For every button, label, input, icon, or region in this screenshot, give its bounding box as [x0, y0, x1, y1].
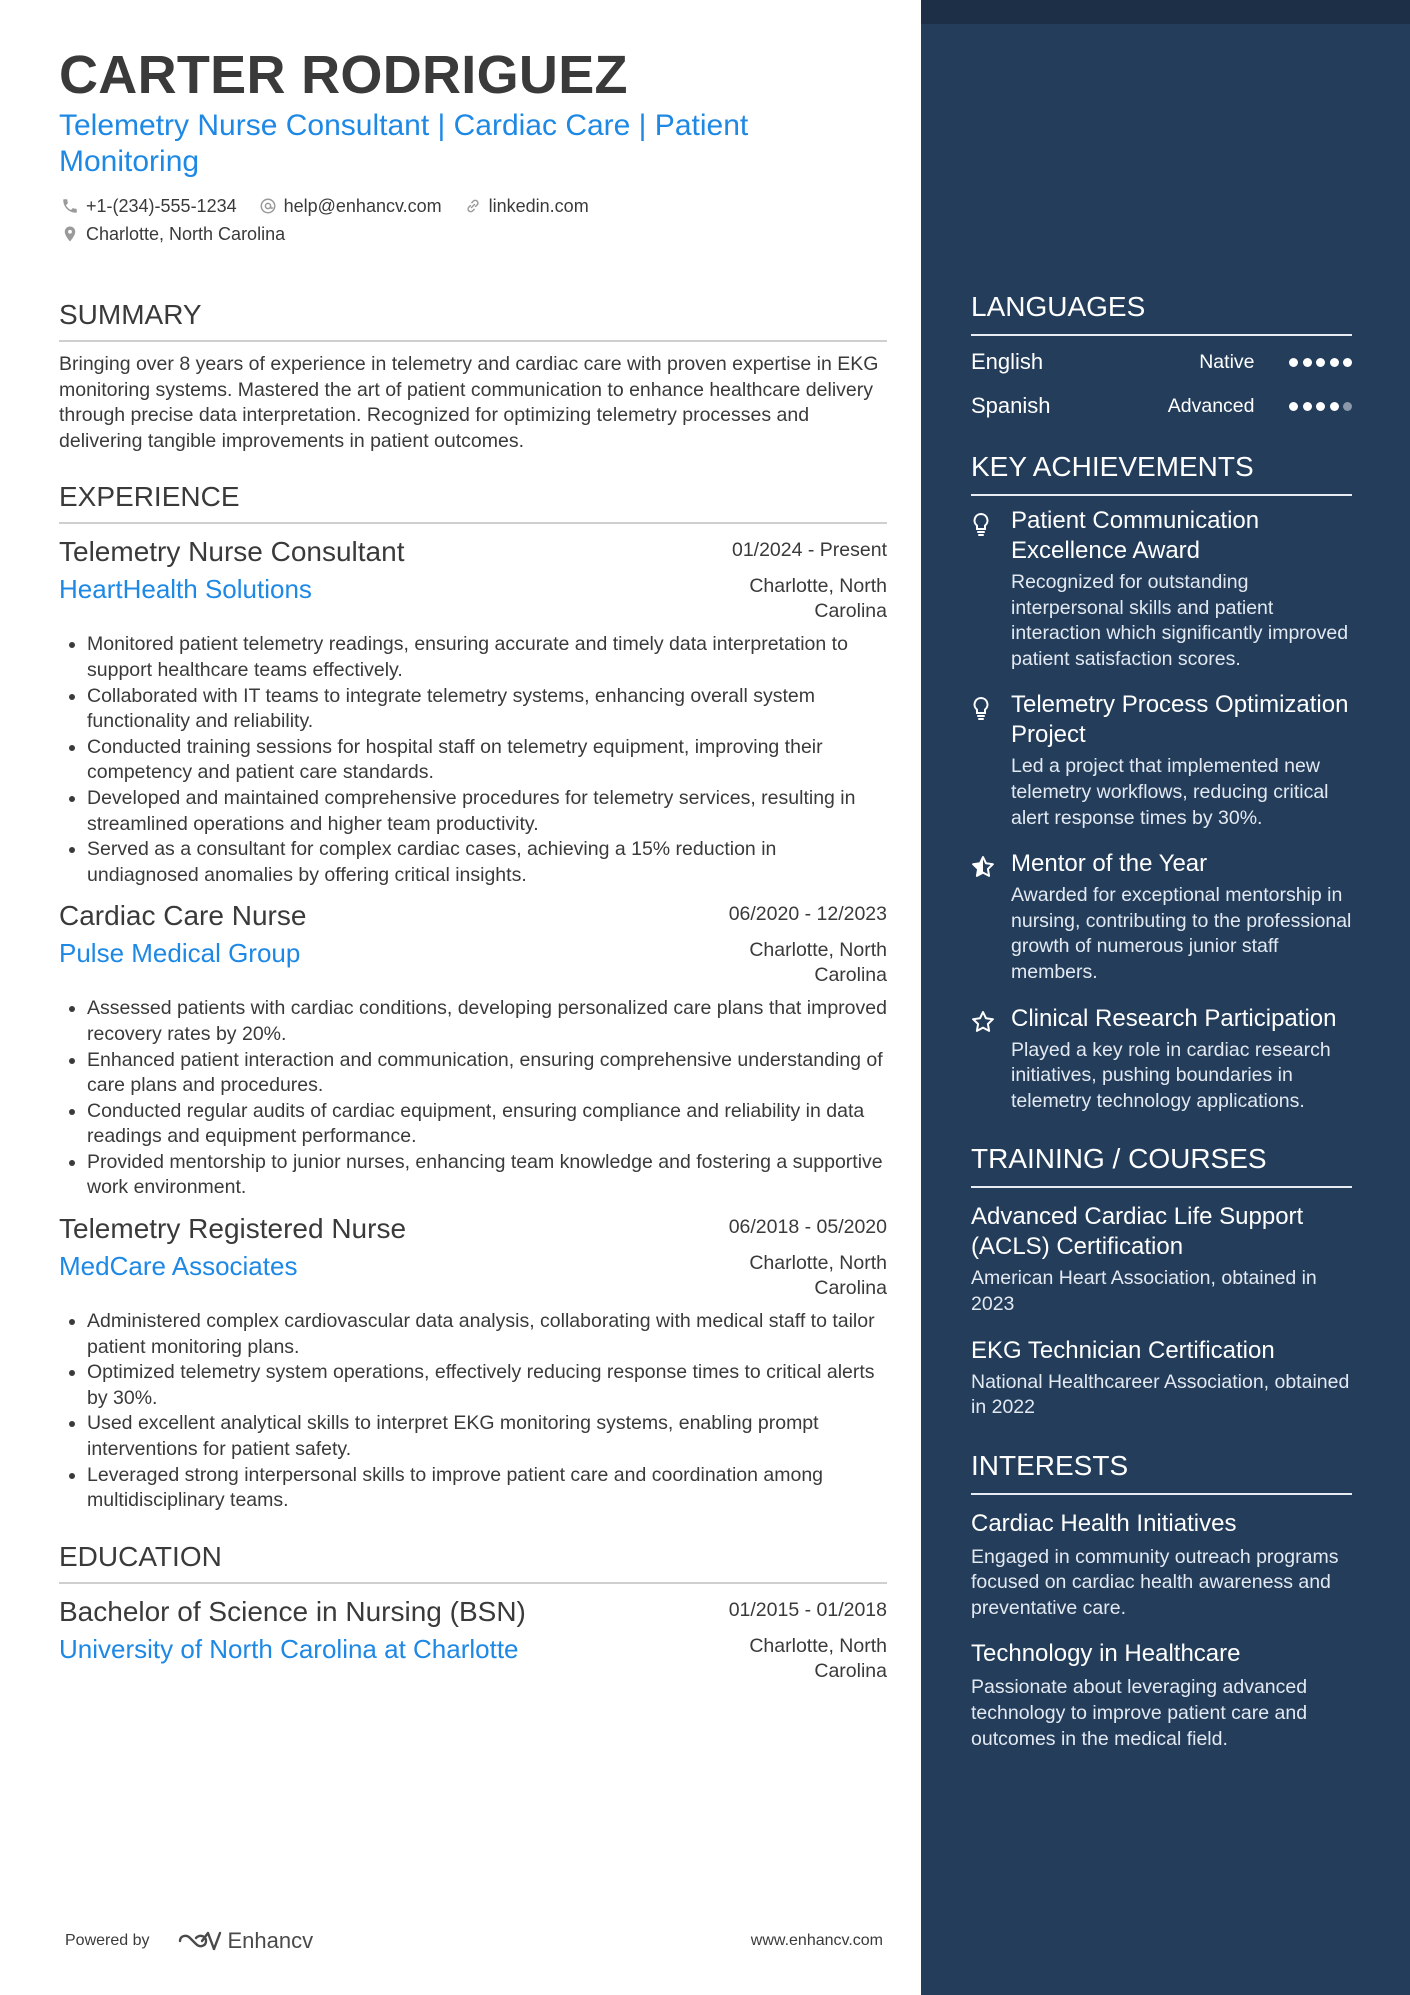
interest-description: Engaged in community outreach programs focused on cardiac health awareness and preventative care. — [971, 1545, 1339, 1619]
bullet-item: • Served as a consultant for complex cardiac cases, achieving a 15% reduction in undiagnosed anomalies by offering critical insights. — [87, 837, 887, 888]
job-entry — [59, 534, 887, 888]
language-level: Advanced — [1167, 394, 1255, 417]
achievement-description: Awarded for exceptional mentorship in nursing, contributing to the professional growth of numerous junior staff members. — [1011, 884, 1352, 983]
rating-dot-filled — [1303, 402, 1312, 411]
bullet-item: • Monitored patient telemetry readings, ensuring accurate and timely data interpretation to support healthcare teams effectively. — [87, 632, 887, 683]
rating-dot-filled — [1330, 402, 1339, 411]
location-text: Charlotte, North Carolina — [86, 223, 286, 244]
job-title: Cardiac Care Nurse — [59, 900, 307, 932]
job-dates: 01/2024 - Present — [731, 539, 887, 562]
achievement-item — [971, 849, 1352, 985]
job-bullets — [59, 632, 887, 888]
rating-dot-filled — [1343, 358, 1352, 367]
contact-info — [59, 192, 887, 248]
achievement-title: Mentor of the Year — [1011, 850, 1208, 878]
job-entry — [59, 898, 887, 1201]
course-description: American Heart Association, obtained in 2023 — [971, 1267, 1317, 1315]
course-item — [971, 1202, 1352, 1317]
achievement-item — [971, 690, 1352, 831]
job-title: Telemetry Registered Nurse — [59, 1213, 407, 1245]
course-description: National Healthcareer Association, obtained in 2022 — [971, 1370, 1350, 1419]
company-name[interactable]: MedCare Associates — [59, 1251, 298, 1282]
course-item — [971, 1336, 1352, 1421]
enhancv-logo-icon — [176, 1929, 222, 1953]
location-contact — [59, 223, 285, 245]
powered-by-label: Powered by — [65, 1932, 150, 1949]
language-item — [971, 340, 1352, 384]
rating-dot-empty — [1343, 402, 1352, 411]
rating-dot-filled — [1289, 402, 1298, 411]
rating-dot-filled — [1316, 402, 1325, 411]
job-location: Charlotte, North Carolina — [749, 575, 887, 623]
email-text: help@enhancv.com — [283, 195, 442, 216]
sidebar — [921, 0, 1410, 1995]
bullet-item: • Conducted regular audits of cardiac equipment, ensuring compliance and reliability in data readings and equipment performance. — [87, 1099, 887, 1150]
link-icon — [462, 195, 484, 217]
job-title: Telemetry Nurse Consultant — [59, 536, 405, 568]
sidebar-content — [971, 290, 1352, 1752]
footer — [65, 1928, 883, 1954]
interest-title: Cardiac Health Initiatives — [971, 1509, 1237, 1537]
linkedin-contact[interactable] — [462, 195, 589, 217]
job-bullets — [59, 996, 887, 1201]
star-half-icon — [971, 849, 1011, 985]
achievement-title: Patient Communication Excellence Award — [1011, 507, 1260, 564]
language-rating — [1285, 402, 1353, 411]
location-pin-icon — [59, 223, 81, 245]
languages-list — [971, 340, 1352, 428]
main-column — [59, 44, 887, 1964]
achievement-item — [971, 1004, 1352, 1115]
job-dates: 06/2018 - 05/2020 — [728, 1216, 887, 1239]
job-entry — [59, 1211, 887, 1514]
rating-dot-filled — [1316, 358, 1325, 367]
language-item — [971, 384, 1352, 428]
education-heading: EDUCATION — [59, 1540, 887, 1584]
candidate-name: CARTER RODRIGUEZ — [59, 45, 628, 105]
interest-description: Passionate about leveraging advanced technology to improve patient care and outcomes in the medical field. — [971, 1676, 1308, 1750]
school-name[interactable]: University of North Carolina at Charlotte — [59, 1633, 519, 1664]
language-name: Spanish — [971, 393, 1051, 418]
rating-dot-filled — [1289, 358, 1298, 367]
education-location: Charlotte, North Carolina — [749, 1634, 887, 1682]
bullet-item: • Developed and maintained comprehensive procedures for telemetry services, resulting in streamlined operations and higher team productivity. — [87, 786, 887, 837]
sidebar-top-band — [921, 0, 1410, 24]
achievement-item — [971, 506, 1352, 672]
bullet-item: • Used excellent analytical skills to interpret EKG monitoring systems, enabling prompt interventions for patient safety. — [87, 1411, 887, 1462]
education-dates: 01/2015 - 01/2018 — [728, 1598, 887, 1621]
bullet-item: • Provided mentorship to junior nurses, enhancing team knowledge and fostering a supportive work environment. — [87, 1150, 887, 1201]
bullet-item: • Enhanced patient interaction and communication, ensuring comprehensive understanding of care plans and procedures. — [87, 1048, 887, 1099]
course-title: Advanced Cardiac Life Support (ACLS) Certification — [971, 1203, 1304, 1261]
bullet-item: • Conducted training sessions for hospital staff on telemetry equipment, improving their competency and patient care standards. — [87, 735, 887, 786]
education-entry — [59, 1594, 887, 1684]
enhancv-logo[interactable] — [176, 1928, 314, 1954]
website-link[interactable]: www.enhancv.com — [750, 1932, 883, 1949]
email-contact[interactable] — [257, 195, 442, 217]
candidate-title: Telemetry Nurse Consultant | Cardiac Care | Patient Monitoring — [59, 109, 749, 178]
rating-dot-filled — [1303, 358, 1312, 367]
language-name: English — [971, 349, 1044, 374]
achievement-description: Played a key role in cardiac research initiatives, pushing boundaries in telemetry technology applications. — [1011, 1038, 1331, 1112]
lightbulb-icon — [971, 690, 1011, 831]
phone-icon — [59, 195, 81, 217]
phone-contact[interactable] — [59, 195, 237, 217]
powered-by — [65, 1928, 313, 1954]
at-icon — [257, 195, 279, 217]
achievements-heading: KEY ACHIEVEMENTS — [971, 450, 1352, 496]
job-location: Charlotte, North Carolina — [749, 939, 887, 987]
job-location: Charlotte, North Carolina — [749, 1252, 887, 1300]
phone-text: +1-(234)-555-1234 — [86, 195, 237, 216]
degree-title: Bachelor of Science in Nursing (BSN) — [59, 1595, 526, 1627]
linkedin-text: linkedin.com — [488, 195, 589, 216]
bullet-item: • Assessed patients with cardiac conditions, developing personalized care plans that improved recovery rates by 20%. — [87, 996, 887, 1047]
summary-heading: SUMMARY — [59, 298, 887, 342]
summary-text: Bringing over 8 years of experience in telemetry and cardiac care with proven expertise in EKG monitoring systems. Mastered the art of patient communication to enhance healthcare delivery through precise data interpretation. Recognized for optimizing telemetry processes and delivering tangible improvements in patient outcomes. — [59, 353, 879, 452]
company-name[interactable]: Pulse Medical Group — [59, 938, 301, 969]
experience-heading: EXPERIENCE — [59, 480, 887, 524]
interests-heading: INTERESTS — [971, 1449, 1352, 1495]
achievement-title: Telemetry Process Optimization Project — [1011, 691, 1349, 749]
interest-item — [971, 1509, 1352, 1622]
bullet-item: • Optimized telemetry system operations, effectively reducing response times to critical alerts by 30%. — [87, 1360, 887, 1411]
bullet-item: • Administered complex cardiovascular data analysis, collaborating with medical staff to tailor patient monitoring plans. — [87, 1309, 887, 1360]
course-title: EKG Technician Certification — [971, 1336, 1275, 1364]
bullet-item: • Collaborated with IT teams to integrate telemetry systems, enhancing overall system functionality and reliability. — [87, 684, 887, 735]
language-level: Native — [1199, 350, 1255, 373]
enhancv-brand: Enhancv — [227, 1928, 314, 1953]
rating-dot-filled — [1330, 358, 1339, 367]
star-outline-icon — [971, 1004, 1011, 1115]
achievement-description: Led a project that implemented new telemetry workflows, reducing critical alert response times by 30%. — [1011, 755, 1329, 829]
job-bullets — [59, 1309, 887, 1514]
bullet-item: • Leveraged strong interpersonal skills to improve patient care and coordination among multidisciplinary teams. — [87, 1463, 887, 1514]
job-dates: 06/2020 - 12/2023 — [728, 903, 887, 926]
courses-heading: TRAINING / COURSES — [971, 1142, 1352, 1188]
languages-heading: LANGUAGES — [971, 290, 1352, 336]
company-name[interactable]: HeartHealth Solutions — [59, 574, 312, 605]
achievement-description: Recognized for outstanding interpersonal skills and patient interaction which significantly improved patient satisfaction scores. — [1011, 571, 1349, 670]
language-rating — [1285, 358, 1353, 367]
interest-item — [971, 1639, 1352, 1752]
lightbulb-icon — [971, 506, 1011, 672]
achievement-title: Clinical Research Participation — [1011, 1004, 1337, 1032]
interest-title: Technology in Healthcare — [971, 1640, 1241, 1668]
